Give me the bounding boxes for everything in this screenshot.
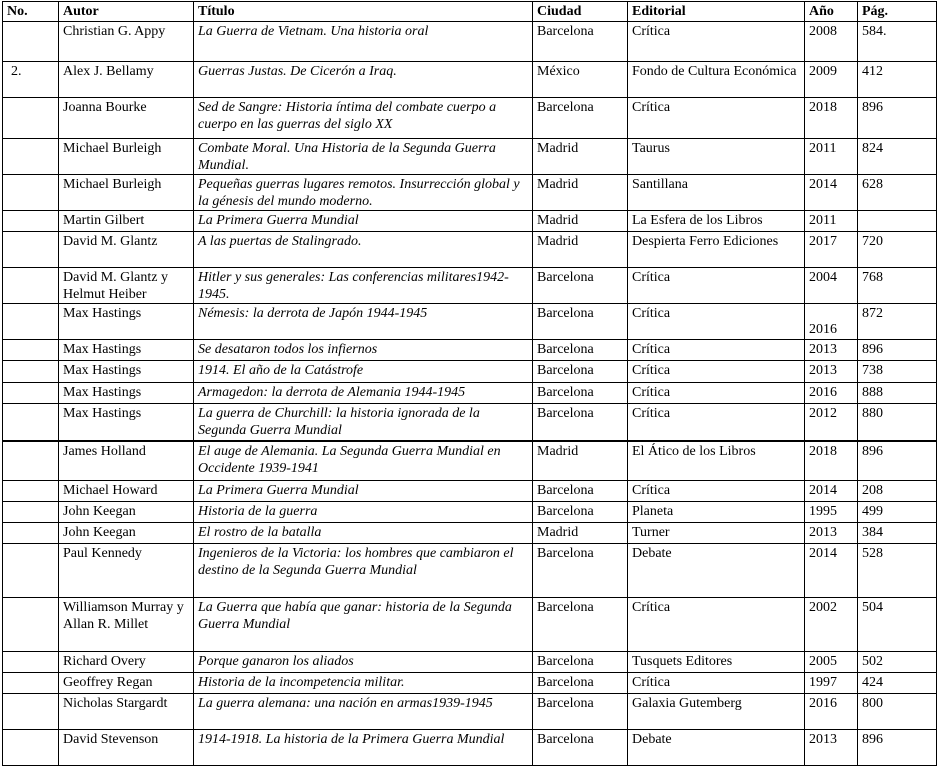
header-editorial: Editorial bbox=[628, 2, 805, 22]
header-titulo: Título bbox=[194, 2, 533, 22]
cell-titulo: 1914-1918. La historia de la Primera Guerra Mundial bbox=[194, 730, 533, 766]
cell-autor: Nicholas Stargardt bbox=[59, 694, 194, 730]
cell-titulo: Némesis: la derrota de Japón 1944-1945 bbox=[194, 304, 533, 340]
cell-no bbox=[3, 404, 59, 441]
cell-editorial: Galaxia Gutemberg bbox=[628, 694, 805, 730]
cell-pag: 628 bbox=[858, 175, 937, 211]
cell-autor: Michael Howard bbox=[59, 481, 194, 502]
cell-anio: 1997 bbox=[805, 673, 858, 694]
table-row bbox=[3, 211, 937, 232]
cell-anio: 2008 bbox=[805, 22, 858, 62]
table-row bbox=[3, 98, 937, 139]
cell-autor: Geoffrey Regan bbox=[59, 673, 194, 694]
cell-ciudad: Madrid bbox=[533, 523, 628, 544]
cell-titulo: La Primera Guerra Mundial bbox=[194, 481, 533, 502]
table-row bbox=[3, 652, 937, 673]
cell-anio: 1995 bbox=[805, 502, 858, 523]
cell-autor: David M. Glantz bbox=[59, 232, 194, 268]
cell-pag: 880 bbox=[858, 404, 937, 441]
cell-ciudad: Barcelona bbox=[533, 98, 628, 139]
cell-titulo: Combate Moral. Una Historia de la Segunda Guerra Mundial. bbox=[194, 139, 533, 175]
cell-pag: 528 bbox=[858, 544, 937, 598]
cell-pag: 738 bbox=[858, 361, 937, 383]
cell-no bbox=[3, 598, 59, 652]
cell-titulo: Historia de la guerra bbox=[194, 502, 533, 523]
cell-anio: 2013 bbox=[805, 730, 858, 766]
cell-anio: 2016 bbox=[805, 694, 858, 730]
cell-pag bbox=[858, 211, 937, 232]
cell-ciudad: Madrid bbox=[533, 211, 628, 232]
header-anio: Año bbox=[805, 2, 858, 22]
cell-autor: Williamson Murray y Allan R. Millet bbox=[59, 598, 194, 652]
table-row bbox=[3, 62, 937, 98]
cell-autor: Joanna Bourke bbox=[59, 98, 194, 139]
cell-editorial: Crítica bbox=[628, 268, 805, 304]
cell-anio: 2012 bbox=[805, 404, 858, 441]
cell-titulo: La Guerra de Vietnam. Una historia oral bbox=[194, 22, 533, 62]
cell-anio: 2017 bbox=[805, 232, 858, 268]
cell-pag: 896 bbox=[858, 98, 937, 139]
cell-no bbox=[3, 694, 59, 730]
cell-titulo: 1914. El año de la Catástrofe bbox=[194, 361, 533, 383]
cell-autor: Paul Kennedy bbox=[59, 544, 194, 598]
cell-anio: 2013 bbox=[805, 340, 858, 361]
cell-ciudad: Barcelona bbox=[533, 268, 628, 304]
cell-autor: Max Hastings bbox=[59, 383, 194, 404]
cell-ciudad: Barcelona bbox=[533, 544, 628, 598]
cell-autor: Max Hastings bbox=[59, 404, 194, 441]
cell-no bbox=[3, 502, 59, 523]
cell-autor: Michael Burleigh bbox=[59, 139, 194, 175]
cell-editorial: Crítica bbox=[628, 304, 805, 340]
table-row bbox=[3, 383, 937, 404]
cell-pag: 896 bbox=[858, 340, 937, 361]
cell-editorial: Crítica bbox=[628, 340, 805, 361]
cell-editorial: Crítica bbox=[628, 404, 805, 441]
cell-titulo: Hitler y sus generales: Las conferencias militares1942-1945. bbox=[194, 268, 533, 304]
table-row bbox=[3, 404, 937, 441]
cell-editorial: Despierta Ferro Ediciones bbox=[628, 232, 805, 268]
table-row bbox=[3, 441, 937, 481]
cell-titulo: La Primera Guerra Mundial bbox=[194, 211, 533, 232]
table-row bbox=[3, 268, 937, 304]
cell-anio bbox=[805, 304, 858, 340]
cell-autor: Alex J. Bellamy bbox=[59, 62, 194, 98]
header-autor: Autor bbox=[59, 2, 194, 22]
cell-anio: 2013 bbox=[805, 361, 858, 383]
table-row bbox=[3, 598, 937, 652]
cell-autor: David M. Glantz y Helmut Heiber bbox=[59, 268, 194, 304]
cell-anio: 2011 bbox=[805, 211, 858, 232]
table-row bbox=[3, 544, 937, 598]
cell-no bbox=[3, 304, 59, 340]
cell-editorial: Tusquets Editores bbox=[628, 652, 805, 673]
cell-no: 2. bbox=[3, 62, 59, 98]
cell-titulo: Ingenieros de la Victoria: los hombres que cambiaron el destino de la Segunda Guerra Mundial bbox=[194, 544, 533, 598]
cell-anio: 2005 bbox=[805, 652, 858, 673]
table-row bbox=[3, 481, 937, 502]
cell-no bbox=[3, 652, 59, 673]
cell-titulo: Guerras Justas. De Cicerón a Iraq. bbox=[194, 62, 533, 98]
cell-titulo: Se desataron todos los infiernos bbox=[194, 340, 533, 361]
cell-anio: 2014 bbox=[805, 481, 858, 502]
cell-no bbox=[3, 544, 59, 598]
cell-editorial: Santillana bbox=[628, 175, 805, 211]
cell-pag: 896 bbox=[858, 730, 937, 766]
cell-no bbox=[3, 268, 59, 304]
cell-editorial: Taurus bbox=[628, 139, 805, 175]
cell-titulo: La Guerra que había que ganar: historia de la Segunda Guerra Mundial bbox=[194, 598, 533, 652]
cell-ciudad: Barcelona bbox=[533, 502, 628, 523]
cell-pag: 499 bbox=[858, 502, 937, 523]
cell-no bbox=[3, 139, 59, 175]
cell-pag: 424 bbox=[858, 673, 937, 694]
cell-editorial: Debate bbox=[628, 544, 805, 598]
cell-no bbox=[3, 340, 59, 361]
cell-autor: Richard Overy bbox=[59, 652, 194, 673]
cell-no bbox=[3, 98, 59, 139]
cell-no bbox=[3, 441, 59, 481]
cell-anio-value: 2016 bbox=[809, 322, 837, 337]
table-row bbox=[3, 694, 937, 730]
cell-titulo: El rostro de la batalla bbox=[194, 523, 533, 544]
cell-pag: 888 bbox=[858, 383, 937, 404]
table-row bbox=[3, 139, 937, 175]
table-row bbox=[3, 523, 937, 544]
table-row bbox=[3, 502, 937, 523]
cell-titulo: Historia de la incompetencia militar. bbox=[194, 673, 533, 694]
table-row bbox=[3, 361, 937, 383]
cell-ciudad: Barcelona bbox=[533, 652, 628, 673]
cell-ciudad: Barcelona bbox=[533, 730, 628, 766]
table-row bbox=[3, 232, 937, 268]
table-row bbox=[3, 730, 937, 766]
cell-ciudad: Barcelona bbox=[533, 673, 628, 694]
cell-ciudad: Barcelona bbox=[533, 22, 628, 62]
cell-editorial: Crítica bbox=[628, 673, 805, 694]
cell-autor: Christian G. Appy bbox=[59, 22, 194, 62]
cell-editorial: Crítica bbox=[628, 598, 805, 652]
cell-titulo: Porque ganaron los aliados bbox=[194, 652, 533, 673]
cell-titulo: Pequeñas guerras lugares remotos. Insurrección global y la génesis del mundo moderno. bbox=[194, 175, 533, 211]
cell-no bbox=[3, 211, 59, 232]
cell-pag: 584. bbox=[858, 22, 937, 62]
cell-pag: 824 bbox=[858, 139, 937, 175]
cell-ciudad: Madrid bbox=[533, 139, 628, 175]
cell-no bbox=[3, 481, 59, 502]
cell-pag: 504 bbox=[858, 598, 937, 652]
cell-editorial: Planeta bbox=[628, 502, 805, 523]
bibliography-table bbox=[2, 1, 937, 766]
cell-editorial: Crítica bbox=[628, 22, 805, 62]
header-row bbox=[3, 2, 937, 22]
cell-autor: David Stevenson bbox=[59, 730, 194, 766]
cell-editorial: Crítica bbox=[628, 481, 805, 502]
cell-titulo: La guerra de Churchill: la historia ignorada de la Segunda Guerra Mundial bbox=[194, 404, 533, 441]
cell-titulo: Armagedon: la derrota de Alemania 1944-1945 bbox=[194, 383, 533, 404]
cell-titulo: Sed de Sangre: Historia íntima del combate cuerpo a cuerpo en las guerras del siglo XX bbox=[194, 98, 533, 139]
cell-no bbox=[3, 232, 59, 268]
cell-anio: 2014 bbox=[805, 544, 858, 598]
cell-pag: 872 bbox=[858, 304, 937, 340]
table-row bbox=[3, 175, 937, 211]
header-ciudad: Ciudad bbox=[533, 2, 628, 22]
cell-anio: 2002 bbox=[805, 598, 858, 652]
cell-pag: 502 bbox=[858, 652, 937, 673]
cell-autor: Max Hastings bbox=[59, 304, 194, 340]
cell-ciudad: Barcelona bbox=[533, 361, 628, 383]
cell-autor: Max Hastings bbox=[59, 361, 194, 383]
table-row bbox=[3, 340, 937, 361]
cell-editorial: Fondo de Cultura Económica bbox=[628, 62, 805, 98]
cell-anio: 2011 bbox=[805, 139, 858, 175]
cell-no bbox=[3, 730, 59, 766]
cell-no bbox=[3, 673, 59, 694]
cell-editorial: El Ático de los Libros bbox=[628, 441, 805, 481]
cell-anio: 2004 bbox=[805, 268, 858, 304]
cell-no bbox=[3, 383, 59, 404]
table-row bbox=[3, 304, 937, 340]
cell-autor: John Keegan bbox=[59, 523, 194, 544]
cell-ciudad: Madrid bbox=[533, 232, 628, 268]
cell-pag: 800 bbox=[858, 694, 937, 730]
cell-anio: 2018 bbox=[805, 98, 858, 139]
cell-editorial: Crítica bbox=[628, 361, 805, 383]
table-row bbox=[3, 673, 937, 694]
cell-editorial: Debate bbox=[628, 730, 805, 766]
cell-no bbox=[3, 523, 59, 544]
cell-editorial: Crítica bbox=[628, 383, 805, 404]
cell-titulo: A las puertas de Stalingrado. bbox=[194, 232, 533, 268]
cell-ciudad: Barcelona bbox=[533, 481, 628, 502]
header-pag: Pág. bbox=[858, 2, 937, 22]
cell-editorial: Crítica bbox=[628, 98, 805, 139]
cell-anio: 2014 bbox=[805, 175, 858, 211]
cell-ciudad: Madrid bbox=[533, 175, 628, 211]
cell-anio: 2013 bbox=[805, 523, 858, 544]
cell-editorial: Turner bbox=[628, 523, 805, 544]
header-no: No. bbox=[3, 2, 59, 22]
cell-no bbox=[3, 361, 59, 383]
cell-autor: James Holland bbox=[59, 441, 194, 481]
cell-pag: 412 bbox=[858, 62, 937, 98]
cell-ciudad: Barcelona bbox=[533, 304, 628, 340]
cell-anio: 2009 bbox=[805, 62, 858, 98]
cell-pag: 208 bbox=[858, 481, 937, 502]
cell-pag: 896 bbox=[858, 441, 937, 481]
cell-ciudad: México bbox=[533, 62, 628, 98]
cell-titulo: El auge de Alemania. La Segunda Guerra Mundial en Occidente 1939-1941 bbox=[194, 441, 533, 481]
cell-ciudad: Madrid bbox=[533, 441, 628, 481]
cell-pag: 384 bbox=[858, 523, 937, 544]
cell-ciudad: Barcelona bbox=[533, 340, 628, 361]
cell-no bbox=[3, 22, 59, 62]
cell-anio: 2018 bbox=[805, 441, 858, 481]
cell-editorial: La Esfera de los Libros bbox=[628, 211, 805, 232]
cell-autor: Martin Gilbert bbox=[59, 211, 194, 232]
cell-ciudad: Barcelona bbox=[533, 404, 628, 441]
cell-ciudad: Barcelona bbox=[533, 598, 628, 652]
cell-autor: Max Hastings bbox=[59, 340, 194, 361]
cell-ciudad: Barcelona bbox=[533, 694, 628, 730]
cell-no bbox=[3, 175, 59, 211]
cell-pag: 768 bbox=[858, 268, 937, 304]
table-row bbox=[3, 22, 937, 62]
cell-anio: 2016 bbox=[805, 383, 858, 404]
cell-pag: 720 bbox=[858, 232, 937, 268]
cell-titulo: La guerra alemana: una nación en armas1939-1945 bbox=[194, 694, 533, 730]
cell-autor: John Keegan bbox=[59, 502, 194, 523]
cell-autor: Michael Burleigh bbox=[59, 175, 194, 211]
cell-ciudad: Barcelona bbox=[533, 383, 628, 404]
